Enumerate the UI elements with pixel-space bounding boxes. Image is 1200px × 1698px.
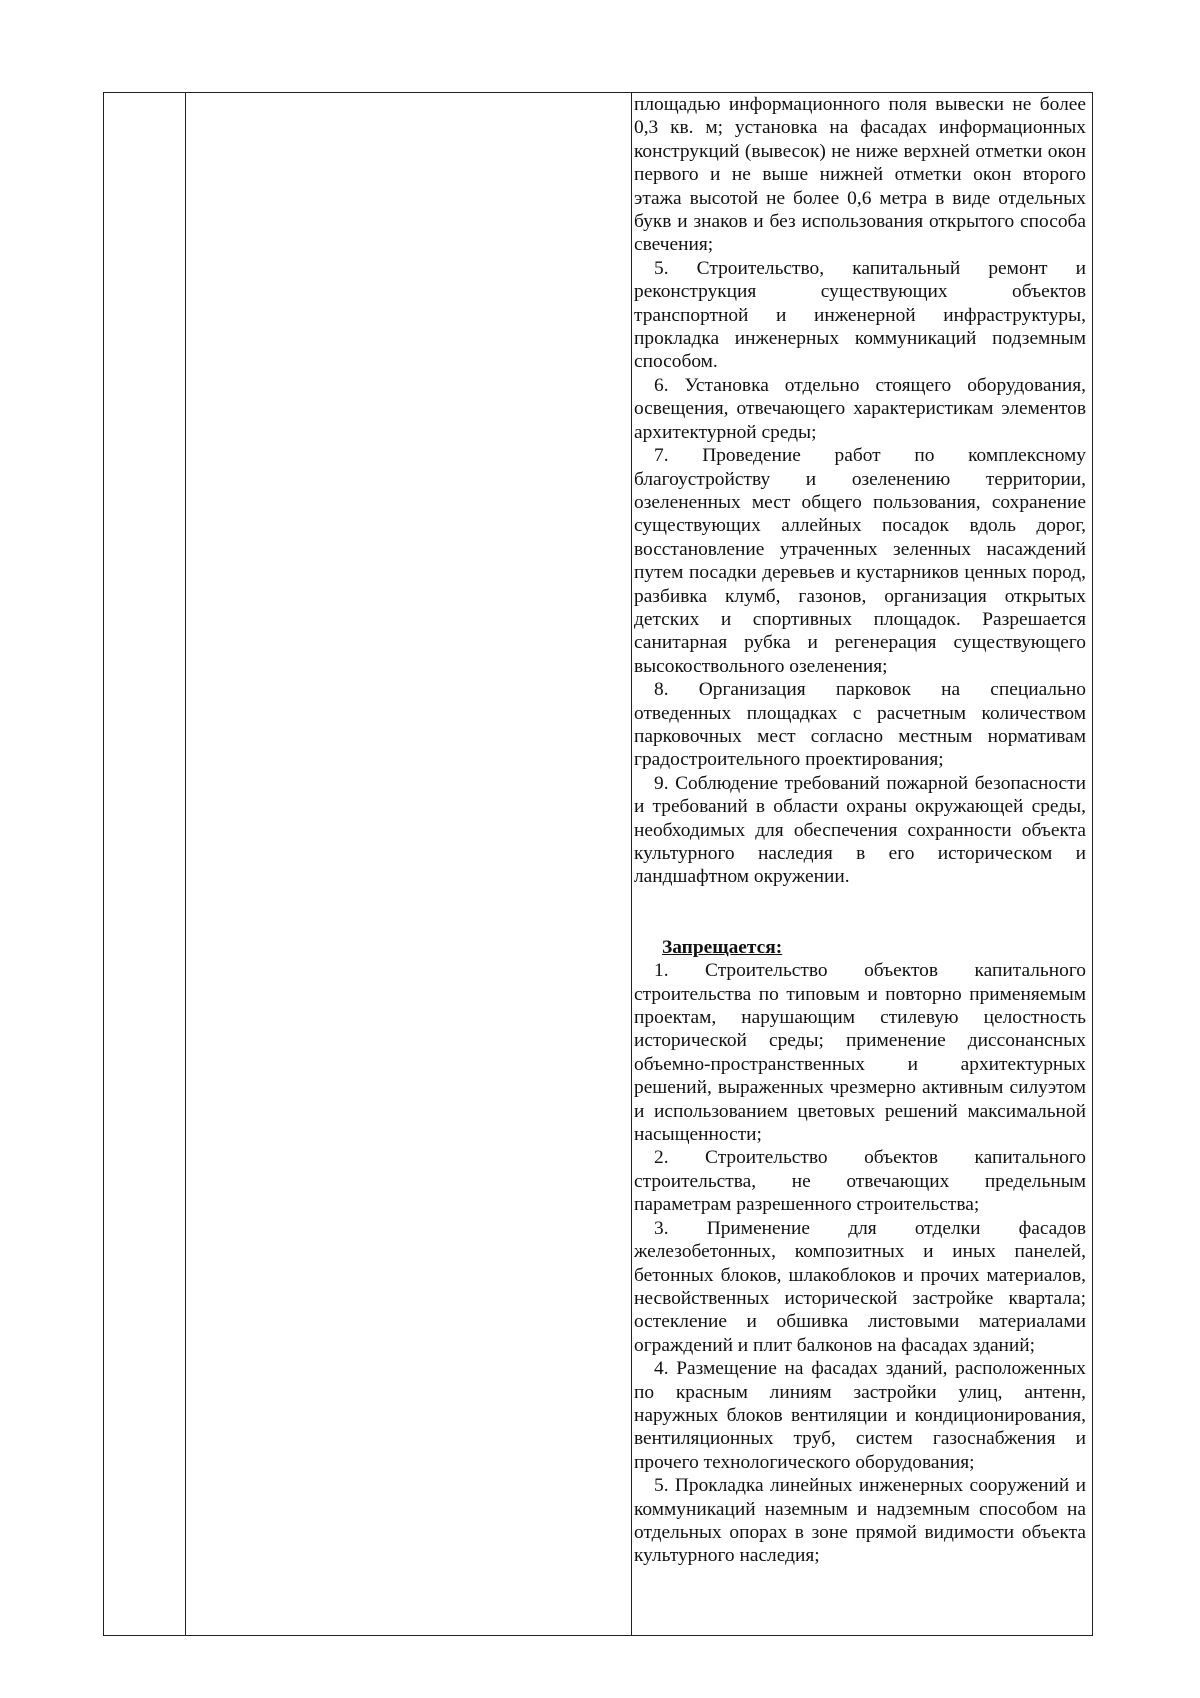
allowed-item-5: 5. Строительство, капитальный ремонт и реконструкция существующих объектов транспортной и инженерной инфраструктуры, прокладка инженерных коммуникаций подземным способом.: [634, 257, 1086, 373]
prohibited-item-1: 1. Строительство объектов капитального строительства по типовым и повторно применяемым проектам, нарушающим стилевую целостность исторической среды; применение диссонансных объемно-пространственных и архитектурных решений, выраженных чрезмерно активным силуэтом и использованием цветовых решений максимальной насыщенности;: [634, 960, 1086, 1146]
allowed-item-6: 6. Установка отдельно стоящего оборудования, освещения, отвечающего характеристикам элементов архитектурной среды;: [634, 374, 1086, 443]
allowed-item-7: 7. Проведение работ по комплексному благоустройству и озеленению территории, озелененных мест общего пользования, сохранение существующих аллейных посадок вдоль дорог, восстановление утраченных зеленных насаждений путем посадки деревьев и кустарников ценных пород, разбивка клумб, газонов, организация открытых детских и спортивных площадок. Разрешается санитарная рубка и регенерация существующего высокоствольного озеленения;: [634, 445, 1086, 677]
prohibited-item-3: 3. Применение для отделки фасадов железобетонных, композитных и иных панелей, бетонных блоков, шлакоблоков и прочих материалов, несвойственных исторической застройке квартала; остекление и обшивка листовыми материалами ограждений и плит балконов на фасадах зданий;: [634, 1217, 1086, 1356]
prohibited-item-5: 5. Прокладка линейных инженерных сооружений и коммуникаций наземным и надземным способом на отдельных опорах в зоне прямой видимости объекта культурного наследия;: [634, 1475, 1086, 1567]
allowed-item-9: 9. Соблюдение требований пожарной безопасности и требований в области охраны окружающей среды, необходимых для обеспечения сохранности объекта культурного наследия в его историческом и ландшафтном окружении.: [634, 772, 1086, 888]
prohibited-heading: Запрещается:: [662, 936, 783, 958]
column-divider-1: [185, 93, 186, 1635]
section-spacer: [634, 889, 1086, 936]
prohibited-item-2: 2. Строительство объектов капитального строительства, не отвечающих предельным параметрам разрешенного строительства;: [634, 1147, 1086, 1216]
allowed-continuation-paragraph: площадью информационного поля вывески не более 0,3 кв. м; установка на фасадах информационных конструкций (вывесок) не ниже верхней отметки окон первого и не выше нижней отметки окон второго этажа высотой не более 0,6 метра в виде отдельных букв и знаков и без использования открытого способа свечения;: [634, 94, 1086, 256]
column-divider-2: [631, 93, 632, 1635]
allowed-item-8: 8. Организация парковок на специально отведенных площадках с расчетным количеством парковочных мест согласно местным нормативам градостроительного проектирования;: [634, 679, 1086, 771]
regulations-text-cell: [634, 93, 1086, 1568]
prohibited-item-4: 4. Размещение на фасадах зданий, расположенных по красным линиям застройки улиц, антенн, наружных блоков вентиляции и кондиционирования, вентиляционных труб, систем газоснабжения и прочего технологического оборудования;: [634, 1358, 1086, 1473]
